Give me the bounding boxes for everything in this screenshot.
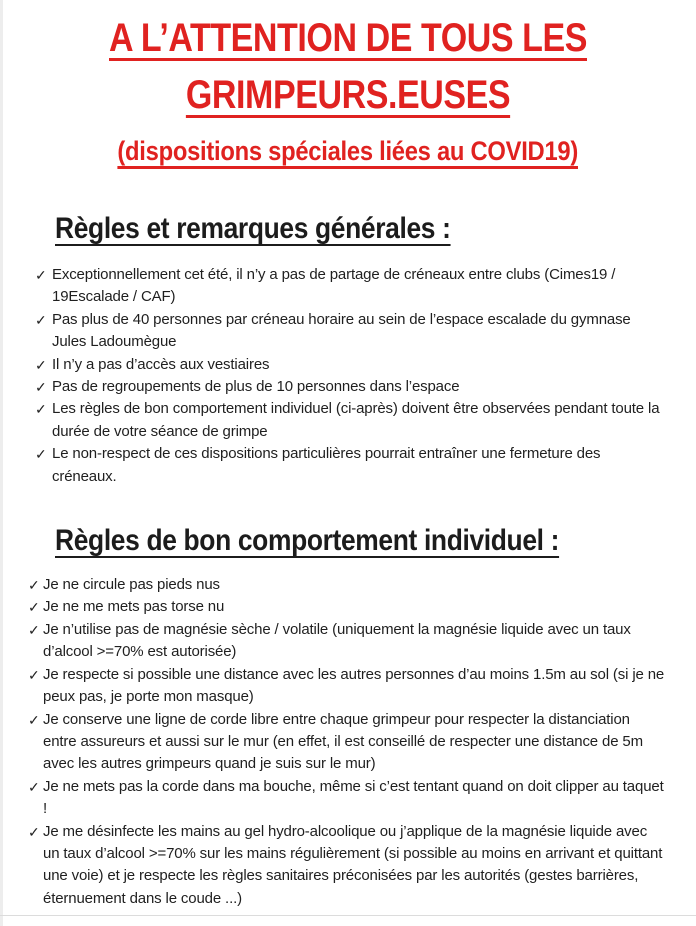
check-icon: ✓ xyxy=(35,446,47,463)
rule-item xyxy=(28,574,666,596)
check-icon: ✓ xyxy=(28,823,40,840)
rule-item xyxy=(28,664,666,709)
rule-item-text: Le non-respect de ces dispositions particulières pourrait entraîner une fermeture des créneaux. xyxy=(52,445,601,485)
rule-item xyxy=(35,443,666,488)
rule-item-text: Je ne circule pas pieds nus xyxy=(43,576,220,594)
rule-item-text: Je me désinfecte les mains au gel hydro-alcoolique ou j’applique de la magnésie liquide avec un taux d’alcool >=70% sur les mains régulièrement (si possible au moins en arrivant et quittant une voie) et je respecte les règles sanitaires préconisées par les autorités (gestes barrières, éternuement dans le coude ...) xyxy=(43,822,663,907)
section-individual-rules xyxy=(0,522,696,910)
rule-item-text: Je n’utilise pas de magnésie sèche / volatile (uniquement la magnésie liquide avec un taux d’alcool >=70% est autorisée) xyxy=(43,620,631,661)
check-icon: ✓ xyxy=(28,666,40,683)
check-icon: ✓ xyxy=(28,778,40,795)
check-icon: ✓ xyxy=(28,577,40,594)
rule-item xyxy=(28,776,666,821)
check-icon: ✓ xyxy=(35,401,47,418)
check-icon: ✓ xyxy=(28,621,40,638)
page-edge-bottom xyxy=(0,915,696,916)
section-heading-individual xyxy=(55,522,696,560)
rule-item-text: Je conserve une ligne de corde libre entre chaque grimpeur pour respecter la distanciation entre assureurs et aussi sur le mur (en effet, il est conseillé de respecter une distance de 5m avec les autres grimpeurs quand je suis sur le mur) xyxy=(43,710,643,773)
rule-item-text: Je ne me mets pas torse nu xyxy=(43,598,225,616)
rule-item-text: Pas plus de 40 personnes par créneau horaire au sein de l’espace escalade du gymnase Jules Ladoumègue xyxy=(52,310,631,351)
check-icon: ✓ xyxy=(28,599,40,616)
section-heading-general-text: Règles et remarques générales : xyxy=(55,212,451,245)
rule-item xyxy=(28,821,666,911)
section-heading-individual-text: Règles de bon comportement individuel : xyxy=(55,524,560,558)
rule-item-text: Pas de regroupements de plus de 10 personnes dans l’espace xyxy=(52,378,460,396)
check-icon: ✓ xyxy=(35,311,47,328)
rule-item xyxy=(35,309,666,354)
rule-item-text: Les règles de bon comportement individuel (ci-après) doivent être observées pendant toute la durée de votre séance de grimpe xyxy=(52,400,660,440)
rule-item xyxy=(35,376,666,398)
section-general-rules xyxy=(0,210,696,488)
individual-rules-list xyxy=(0,574,696,910)
rule-item-text: Je ne mets pas la corde dans ma bouche, même si c’est tentant quand on doit clipper au taquet ! xyxy=(43,777,664,818)
rule-item xyxy=(35,354,666,376)
page-title xyxy=(0,0,696,124)
rule-item-text: Il n’y a pas d’accès aux vestiaires xyxy=(52,355,270,373)
title-line-1: A L’ATTENTION DE TOUS LES xyxy=(109,16,587,60)
rule-item xyxy=(28,709,666,776)
check-icon: ✓ xyxy=(28,711,40,728)
page-edge-left xyxy=(0,0,3,926)
rule-item xyxy=(35,264,666,309)
section-heading-general xyxy=(55,210,696,248)
title-line-2: GRIMPEURS.EUSES xyxy=(185,73,511,117)
rule-item-text: Exceptionnellement cet été, il n’y a pas de partage de créneaux entre clubs (Cimes19 / 19Escalade / CAF) xyxy=(52,266,616,306)
rule-item xyxy=(28,596,666,618)
check-icon: ✓ xyxy=(35,356,47,373)
general-rules-list xyxy=(0,264,696,488)
document-header xyxy=(0,0,696,168)
page-subtitle xyxy=(0,134,696,168)
rule-item xyxy=(35,398,666,443)
check-icon: ✓ xyxy=(35,267,47,283)
page-subtitle-text: (dispositions spéciales liées au COVID19) xyxy=(117,136,579,166)
rule-item-text: Je respecte si possible une distance avec les autres personnes d’au moins 1.5m au sol (si je ne peux pas, je porte mon masque) xyxy=(43,665,665,706)
rule-item xyxy=(28,619,666,664)
check-icon: ✓ xyxy=(35,379,47,396)
